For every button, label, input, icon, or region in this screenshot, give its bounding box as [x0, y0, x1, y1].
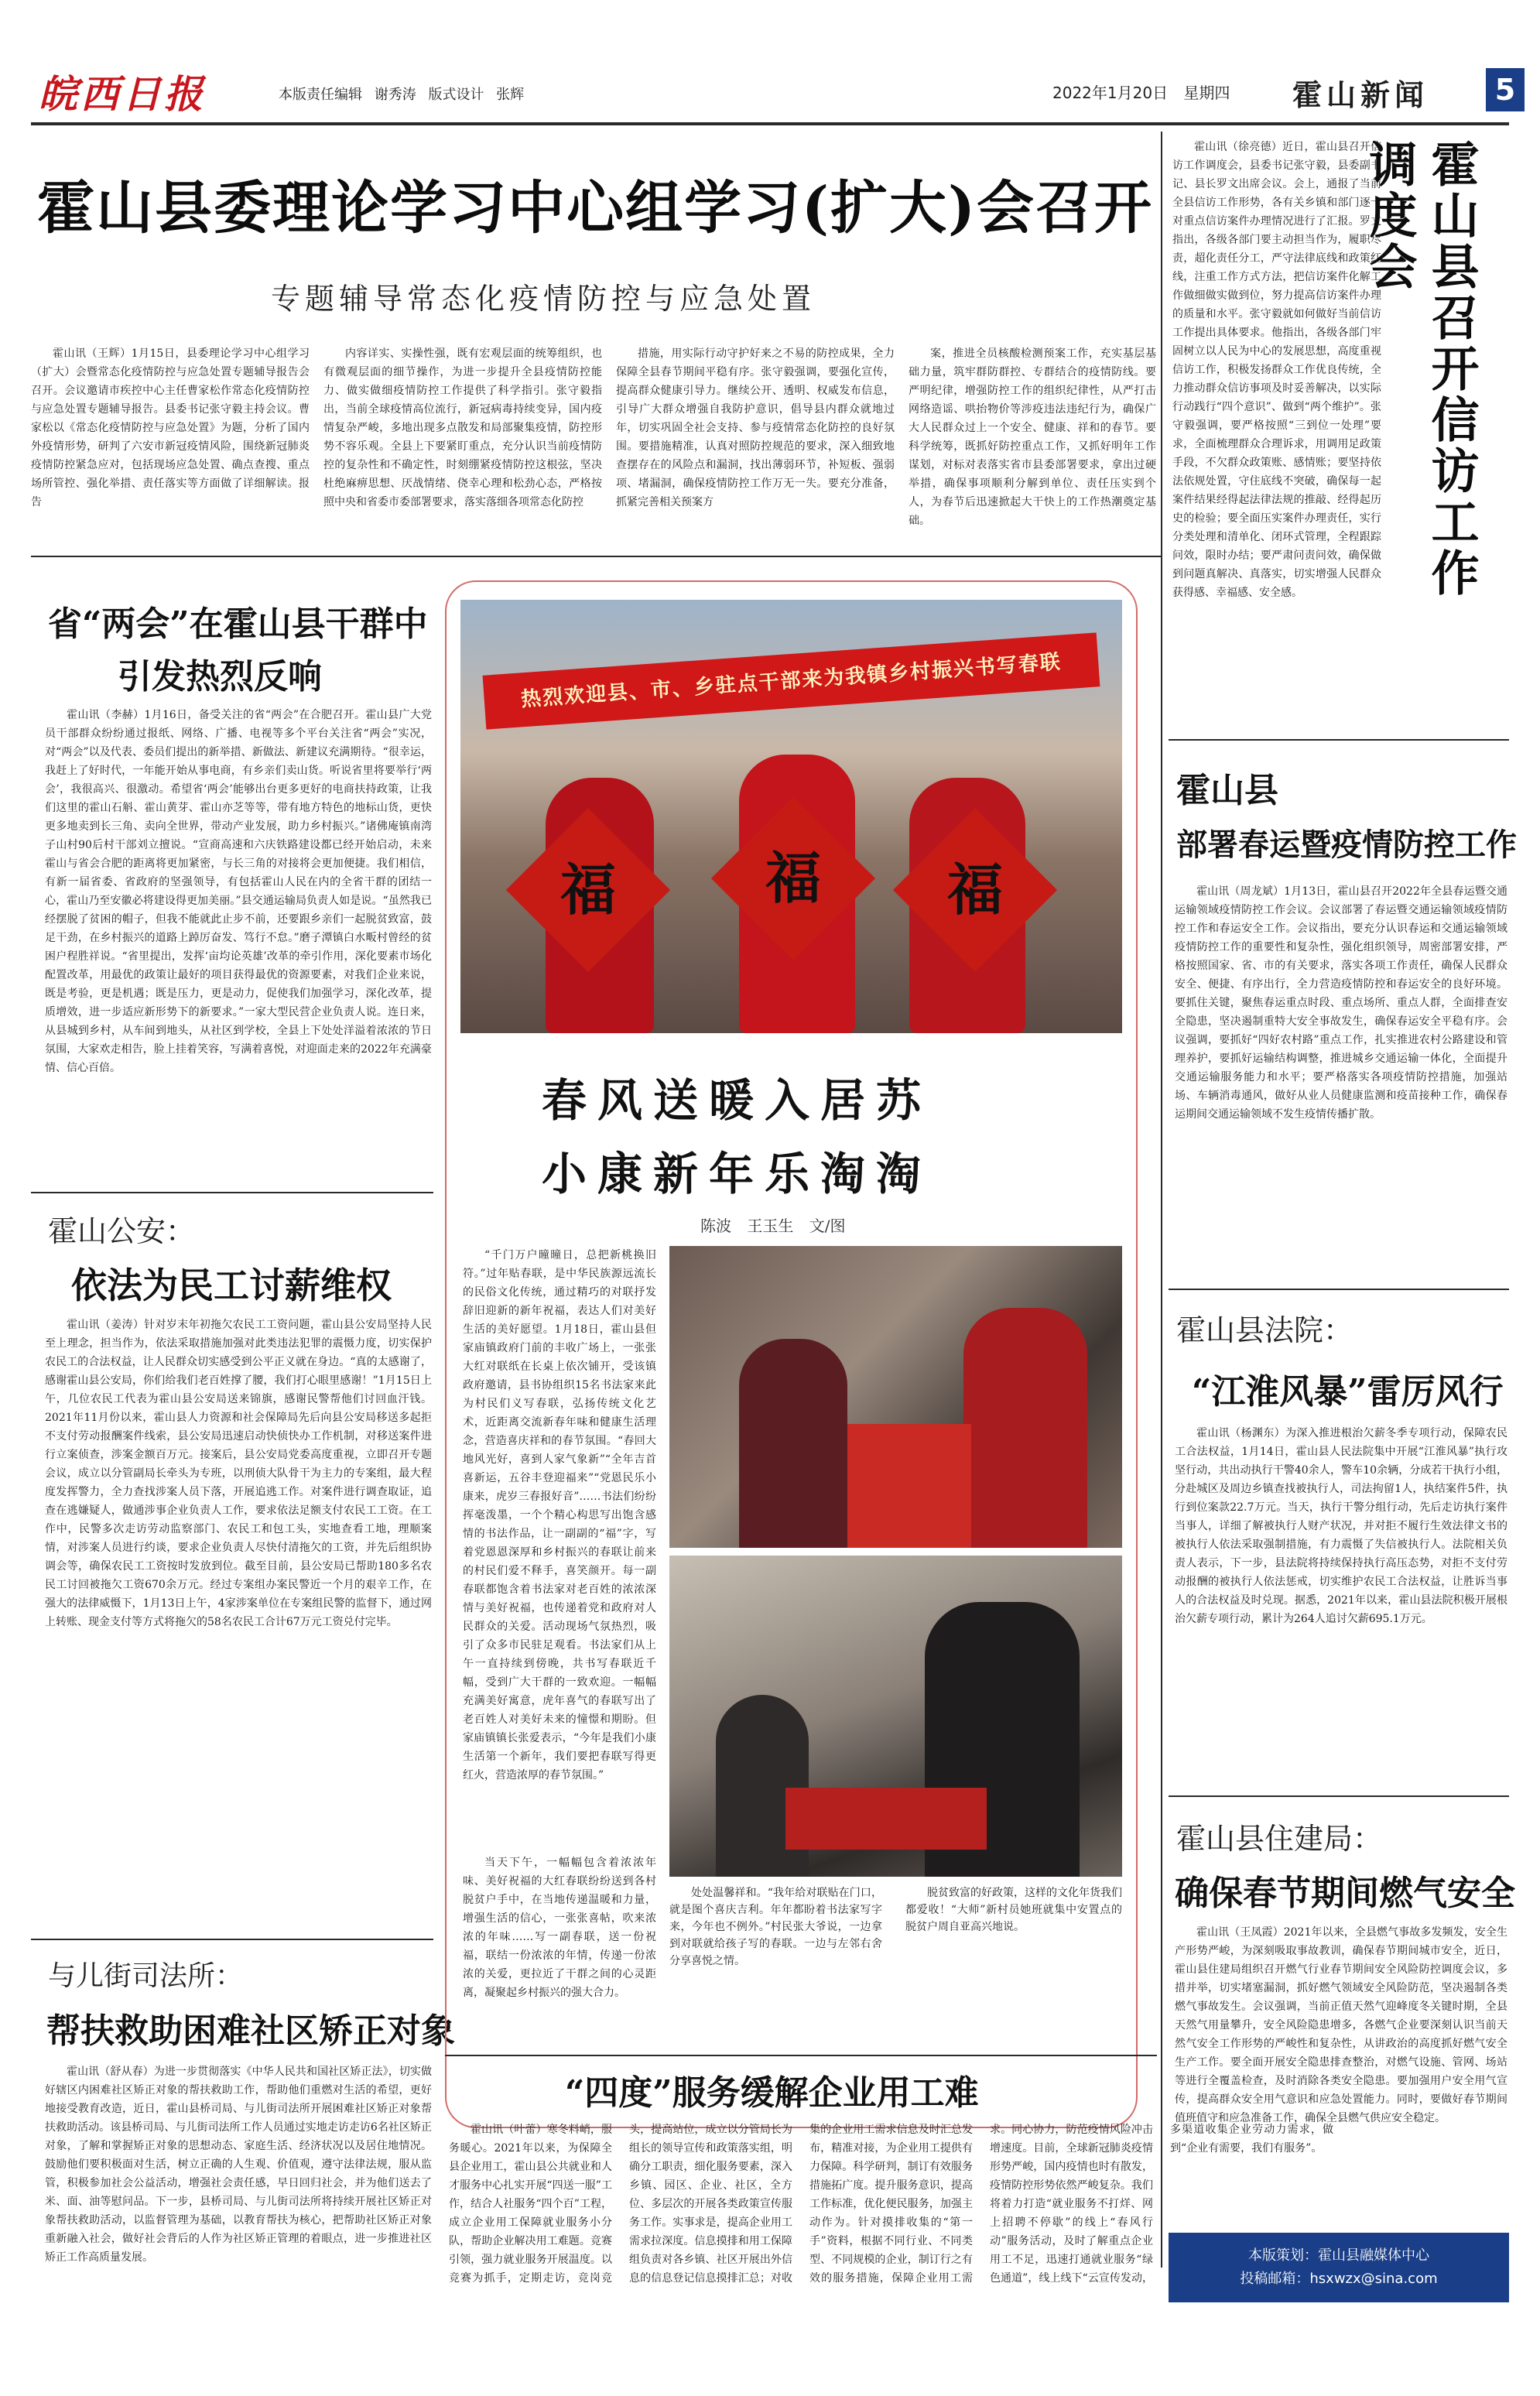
feature-caption-2: 脱贫致富的好政策，这样的文化年货我们都爱收！“大师”新村员她班就集中安置点的脱贫户周自亚高兴地说。: [905, 1887, 1122, 1933]
footer-email: 投稿邮箱：hsxwzx@sina.com: [1240, 2271, 1438, 2287]
footer-planner: 本版策划：霍山县融媒体中心: [1248, 2247, 1429, 2264]
masthead-rule: [31, 122, 1509, 125]
feature-headline-line2: 小康新年乐淘淘: [542, 1148, 933, 1200]
lead-article-col-1: 霍山讯（王辉）1月15日，县委理论学习中心组学习（扩大）会暨常态化疫情防控与应急处置专题辅导报告会召开。会议邀请市疾控中心主任曹家松作常态化疫情防控与应急处置专题辅导报告。县委书记张守毅主持会议。曹家松以《常态化疫情防控与应急处置》为题，分析了国内外疫情形势，研判了六安市新冠疫情风险，围绕新冠肺炎疫情防控紧急应对，包括现场应急处置、确点查搜、重点场所管控、强化举措、责任落实等方面做了详细解读。报告: [31, 347, 310, 508]
lead-article-col-4: 案，推进全员核酸检测预案工作，充实基层基础力量，筑牢群防群控、专群结合的疫情防线。要严明纪律，增强防控工作的组织纪律性，从严打击网络造谣、哄抬物价等涉疫违法违纪行为，确保广大人民群众过上一个安全、健康、祥和的春节。要科学统筹，既抓好防控重点工作，又抓好明年工作谋划，对标对表落实省市县委部署要求，拿出过硬举措，确保事项顺利分解到单位、责任压实到个人，为春节后迅速掀起大干快上的工作热潮奠定基础。: [909, 347, 1156, 527]
sidu-headline: “四度”服务缓解企业用工难: [565, 2073, 979, 2113]
zhujian-headline: 确保春节期间燃气安全: [1175, 1874, 1515, 1913]
masthead: [31, 54, 1516, 124]
lianghui-headline-line1: 省“两会”在霍山县干群中: [48, 604, 428, 644]
photo-person: [963, 1308, 1087, 1548]
xinfang-headline: 霍山县召开信访工作调度会: [1361, 139, 1480, 599]
feature-byline: 陈波 王玉生 文/图: [700, 1217, 846, 1235]
photo-couplet: [785, 1788, 987, 1850]
fayuan-article: 霍山讯（杨渊东）为深入推进根治欠薪冬季专项行动，保障农民工合法权益，1月14日，霍山县人民法院集中开展“江淮风暴”执行攻坚行动，共出动执行干警40余人，警车10余辆，分成若干执行小组，分赴城区及周边乡镇查找被执行人，司法拘留1人，执结案件5件，执行到位案款22.7万元。当天，执行干警分组行动，先后走访执行案件当事人，详细了解被执行人财产状况，并对拒不履行生效法律文书的被执行人依法采取强制措施，有力震慑了失信被执行人。法院相关负责人表示，下一步，县法院将持续保持执行高压态势，对拒不支付劳动报酬的被执行人依法惩戒，切实维护农民工合法权益，让胜诉当事人的合法权益及时兑现。据悉，2021年以来，霍山县法院积极开展根治欠薪专项行动，累计为264人追讨欠薪695.1万元。: [1175, 1427, 1507, 1625]
chunyun-headline-line2: 部署春运暨疫情防控工作: [1176, 827, 1517, 863]
lead-article-col-2: 内容详实、实操性强，既有宏观层面的统筹组织，也有微观层面的细节操作，为进一步提升全县疫情防控能力、做实做细疫情防控工作提供了科学指引。张守毅指出，当前全球疫情高位流行，新冠病毒持续变异，国内疫情复杂严峻，多地出现多点散发和局部聚集疫情，防控形势不容乐观。全县上下要紧盯重点，充分认识当前疫情防控的复杂性和不确定性，时刻绷紧疫情防控这根弦，坚决杜绝麻痹思想、厌战情绪、侥幸心理和松劲心态，严格按照中央和省委市委部署要求，落实落细各项常态化防控: [323, 347, 602, 508]
sifasuo-kicker: 与儿街司法所：: [48, 1960, 244, 1992]
lead-headline: 霍山县委理论学习中心组学习(扩大)会召开: [37, 175, 1154, 241]
fu-card: 福: [506, 808, 670, 972]
editor-credits: 本版责任编辑 谢秀涛 版式设计 张辉: [279, 87, 525, 103]
xinfang-article-a: 霍山讯（徐亮德）近日，霍山县召开信访工作调度会，县委书记张守毅，县委副书记、县长罗文出席会议。会上，通报了当前全县信访工作形势，各有关乡镇和部门逐一对重点信访案件办理情况进行了汇报。罗文指出，各级各部门要主动担当作为，履职尽责，超化责任分工，严守法律底线和政策红线，注重工作方式方法，把信访案件化解工作做细做实做到位，努力提高信访案件办理的质量和水平。张守毅就如何做好当前信访工作提出具体要求。他指出，各级各部门牢固树立以人民为中心的发展思想，高度重视信访工作，积极发扬群众工作优良传统，全力推动群众信访事项及时妥善解决，以实际行动践行“四个意识”、做到“两个维护”。张守毅强调，要严格按照“三到位一处理”要求，全面梳理群众合理诉求，用调用足政策手段，不欠群众政策账、感情账；要坚持依法依规处置，守住底线不突破，确保每一起案件结果经得起法律法规的推敲、经得起历史的检验；要全面压实案件办理责任，实行分类处理和清单化、闭环式管理，全程跟踪问效，限时办结；要严肃问责问效，确保做到问题真解决、真落实，切实增强人民群众获得感、幸福感、安全感。: [1172, 141, 1381, 599]
fu-card: 福: [711, 796, 875, 960]
sifasuo-article: 霍山讯（舒从春）为进一步贯彻落实《中华人民共和国社区矫正法》，切实做好辖区内困难社区矫正对象的帮扶救助工作，帮助他们重燃对生活的希望，更好地接受教育改造，近日，霍山县桥司局、与儿街司法所开展困难社区矫正对象帮扶救助活动。该县桥司局、与儿街司法所工作人员通过实地走访走访6名社区矫正对象，了解和掌握矫正对象的思想动态、家庭生活、经济状况以及居住地情况。鼓励他们要积极面对生活，树立正确的人生观、价值观，遵守法律法规，服从监管，积极参加社会公益活动，增强社会责任感，早日回归社会，并为他们送去了米、面、油等慰问品。下一步，县桥司局、与儿街司法所将持续开展社区矫正对象帮扶救助活动，以监督管理为基础，以教育帮扶为核心，把帮助社区矫正对象重新融入社会，做好社会背后的人作为社区矫正管理的着眼点，进一步推进社区矫正工作高质量发展。: [45, 2066, 432, 2264]
feature-body-a: “千门万户曈曈日，总把新桃换旧符。”过年贴春联，是中华民族源远流长的民俗文化传统，通过精巧的对联抒发辞旧迎新的新年祝福，表达人们对美好生活的美好愿望。1月18日，霍山县但家庙镇政府门前的丰收广场上，一张张大红对联纸在长桌上依次铺开，受该镇政府邀请，县书协组织15名书法家来此为村民们义写春联，弘扬传统文化艺术，近距离交流新春年味和健康生活理念，营造喜庆祥和的春节氛围。“春回大地风光好，喜到人家气象新”“全年吉首喜新运，五谷丰登迎福来”“党恩民乐小康来，虎岁三春报好音”……书法们纷纷挥毫泼墨，一个个精心构思写出饱含感情的书法作品，让一副副的“福”字，写着党恩恩深厚和乡村振兴的春联让前来的村民们爱不释手，喜笑颜开。每一副春联都饱含着书法家对老百姓的浓浓深情与美好祝福，也传递着党和政府对人民群众的关爱。活动现场气氛热烈，吸引了众多市民驻足观看。书法家们从上午一直持续到傍晚，共书写春联近千幅，受到广大干群的一致欢迎。一幅幅充满美好寓意，虎年喜气的春联写出了老百姓人对美好未来的憧憬和期盼。但家庙镇镇长张爱表示，“今年是我们小康生活第一个新年，我们要把春联写得更红火，营造浓厚的春节氛围。”: [463, 1249, 656, 1782]
section-title: 霍山新闻: [1292, 77, 1429, 112]
chunyun-bottom-rule: [1169, 1289, 1509, 1290]
feature-photo-writing: [669, 1556, 1122, 1877]
gongan-kicker: 霍山公安：: [48, 1214, 196, 1248]
feature-photo-volunteers: [460, 600, 1122, 1033]
fayuan-bottom-rule: [1169, 1795, 1509, 1797]
fu-card: 福: [893, 808, 1057, 972]
gongan-article: 霍山讯（姜涛）针对岁末年初拖欠农民工工资问题，霍山县公安局坚持人民至上理念，担当作为，依法采取措施加强对此类违法犯罪的震慑力度，切实保护农民工的合法权益，让人民群众切实感受到公平正义就在身边。“真的太感谢了，感谢霍山县公安局，你们给我们老百姓撑了腰，我们打心眼里感谢！”1月15日上午，几位农民工代表为霍山县公安局送来锦旗，感谢民警帮他们讨回血汗钱。2021年11月份以来，霍山县人力资源和社会保障局先后向县公安局移送多起拒不支付劳动报酬案件线索，县公安局迅速启动快侦快办工作机制，对移送案件进行立案侦查，涉案金额百万元。接案后，县公安局党委高度重视，立即召开专题会议，成立以分管副局长牵头为专班，以刑侦大队骨干为主力的专案组，最大程度发挥警力，全力查找涉案人员下落，开展追逃工作。对案件进行调查取证，追查在逃嫌疑人，做通涉事企业负责人工作，要求依法足额支付农民工工资。在工作中，民警多次走访劳动监察部门、农民工和包工头，实地查看工地，理顺案情，对涉案人员进行约谈，要求企业负责人尽快付清拖欠的工资，并先后组织协调会等，确保农民工工资按时发放到位。截至目前，县公安局已帮助180多名农民工讨回被拖欠工资670余万元。经过专案组办案民警近一个月的艰辛工作，在强大的法律威慑下，1月13日上午，4家涉案单位在专案组民警的监督下，通过网上转账、现金支付等方式将拖欠的58名农民工合计67万元工资兑付完毕。: [45, 1319, 432, 1628]
xinfang-bottom-rule: [1169, 739, 1509, 741]
photo-person: [739, 1339, 847, 1548]
lianghui-article: 霍山讯（李赫）1月16日，备受关注的省“两会”在合肥召开。霍山县广大党员干部群众纷纷通过报纸、网络、广播、电视等多个平台关注省“两会”实况，对“两会”以及代表、委员们提出的新举措、新做法、新建议充满期待。“很幸运，我赶上了好时代，一年能开始从事电商，有乡亲们卖山货。听说省里将要举行‘两会’，我很高兴、很激动。希望省‘两会’能够出台更多更好的电商扶持政策，让我们这里的霍山石斛、霍山黄芽、霍山亦芝等等，带有地方特色的地标山货，更快更多地卖到长三角、卖向全世界，带动产业发展，助力乡村振兴。”诸佛庵镇南湾子山村90后村干部刘立擅说。“宣商高速和六庆铁路建设都已经开始启动，未来霍山与省会合肥的距离将更加紧密，与长三角的对接将会更加便捷。我们相信，有新一届省委、省政府的坚强领导，有包括霍山人民在内的全省干群的团结一心，霍山乃至安徽必将建设得更加美丽。”县交通运输局负责人如是说。“虽然我已经摆脱了贫困的帽子，但我不能就此止步不前，还要跟乡亲们一起脱贫致富，鼓足干劲，在乡村振兴的道路上踔厉奋发、笃行不怠。”磨子潭镇白水畈村曾经的贫困户程胜祥说。“省里提出，发挥‘亩均论英雄’改革的牵引作用，深化要素市场化配置改革，用最优的政策让最好的项目获得最优的资源要素，对我们企业来说，既是考验，更是机遇；既是压力，更是动力，促使我们加强学习，深化改革，提质增效，进一步适应新形势下的新要求。”一家大型民营企业负责人说。连日来，从县城到乡村，从车间到地头，从社区到学校，全县上下处处洋溢着浓浓的节日氛围，大家欢走相告，脸上挂着笑容，写满着喜悦，对迎面走来的2022年充满豪情、信心百倍。: [45, 709, 432, 1074]
page-number-badge: 5: [1486, 68, 1525, 111]
issue-date: 2022年1月20日 星期四: [1052, 84, 1230, 102]
sifasuo-headline: 帮扶救助困难社区矫正对象: [46, 2011, 455, 2051]
lead-bottom-rule: [31, 556, 1161, 557]
feature-photo-calligrapher: [669, 1246, 1122, 1548]
lianghui-headline-line2: 引发热烈反响: [118, 657, 322, 697]
zhujian-kicker: 霍山县住建局：: [1176, 1822, 1383, 1856]
photo-banner: 热烈欢迎县、市、乡驻点干部来为我镇乡村振兴书写春联: [483, 632, 1100, 729]
feature-body-b: 当天下午，一幅幅包含着浓浓年味、美好祝福的大红春联纷纷送到各村脱贫户手中，在当地传递温暖和力量，增强生活的信心，一张张喜帖，吹来浓浓的年味……写一副春联，送一份祝福，联结一份浓浓的年情，传递一份浓浓的关爱，更拉近了干群之间的心灵距离，凝聚起乡村振兴的强大合力。: [463, 1857, 656, 1999]
sidu-article: 霍山讯（叶蕾）寒冬料峭，服务暖心。2021年以来，为保障全县企业用工，霍山县公共就业和人才服务中心扎实开展“四送一服”工作，结合人社服务“四个百”工程，成立企业用工保障就业服务小分队，帮助企业解决用工难题。竞赛引领，强力就业服务开展温度。以竞赛为抓手，定期走访，竞岗竞头，提高站位，成立以分管局长为组长的领导宣传和政策落实组，明确分工职责，细化服务要素，深入乡镇、园区、企业、社区，全方位、多层次的开展各类政策宣传服务工作。实事求是，提高企业用工需求拉深度。信息摸排和用工保障组负责对各乡镇、社区开展出外信息的信息登记信息摸排汇总；对收集的企业用工需求信息及时汇总发布，精准对接，为企业用工提供有力保障。科学研判，制订有效服务措施拓广度。提升服务意识，提高工作标准，优化便民服务，加强主动作为。针对摸排收集的“第一手”资料，根据不同行业、不同类型、不同规模的企业，制订行之有效的服务措施，保障企业用工需求。同心协力，防范疫情风险冲击增速度。目前，全球新冠肺炎疫情形势严峻，国内疫情也时有散发，疫情防控形势依然严峻复杂。我们将着力打造“就业服务不打烊、网上招聘不停歇”的线上“春风行动”服务活动，及时了解重点企业用工不足，迅速打通就业服务“绿色通道”，线上线下“云宣传发动，多渠道收集企业劳动力需求，做到“企业有需要，我们有服务”。: [449, 2124, 1333, 2285]
feature-caption-1: 处处温馨祥和。“我年给对联贴在门口，就是图个喜庆吉利。年年都盼着书法家写字来，今年也不例外。”村民张大爷说，一边拿到对联就给孩子写的春联。一边与左邻右舍分享喜悦之情。: [669, 1887, 882, 1967]
submission-info-box: [1169, 2233, 1509, 2302]
lead-subhead: 专题辅导常态化疫情防控与应急处置: [271, 282, 816, 316]
fayuan-kicker: 霍山县法院：: [1176, 1313, 1353, 1347]
feature-headline-line1: 春风送暖入居苏: [542, 1074, 933, 1127]
gongan-bottom-rule: [31, 1939, 433, 1940]
photo-couplet: [847, 1424, 971, 1548]
lianghui-bottom-rule: [31, 1192, 433, 1193]
lead-article-col-3: 措施，用实际行动守护好来之不易的防控成果，全力保障全县春节期间平稳有序。张守毅强调，要强化宣传，提高群众健康引导力。继续公开、透明、权威发布信息，引导广大群众增强自我防护意识，倡导县内群众就地过年，切实巩固全社会支持、参与疫情常态化防控的良好氛围。要措施精准，认真对照防控规范的要求，深入细致地查摆存在的风险点和漏洞，找出薄弱环节，补短板、强弱项、堵漏洞，确保疫情防控工作万无一失。要充分准备，抓紧完善相关预案方: [616, 347, 895, 508]
zhujian-article: 霍山讯（王凤霞）2021年以来，全县燃气事故多发频发，安全生产形势严峻，为深刻吸取事故教训，确保春节期间城市安全，近日，霍山县住建局组织召开燃气行业春节期间安全风险防控调度会议，多措并举，切实堵塞漏洞，抓好燃气领域安全风险防范，坚决遏制各类燃气事故发生。会议强调，当前正值天然气迎峰度冬关键时期，全县天然气用量攀升，安全风险隐患增多，各燃气企业要深刻认识当前天然气安全工作形势的严峻性和复杂性，从讲政治的高度抓好燃气安全生产工作。要全面开展安全隐患排查整治，对燃气设施、管网、场站等进行全覆盖检查，及时消除各类安全隐患。要加强用户安全用气宣传，提高群众安全用气意识和应急处置能力。同时，要做好春节期间值班值守和应急准备工作，确保全县燃气供应安全稳定。: [1175, 1926, 1507, 2124]
chunyun-headline-line1: 霍山县: [1176, 771, 1278, 810]
sidu-top-rule: [445, 2055, 1157, 2056]
gongan-headline: 依法为民工讨薪维权: [71, 1265, 392, 1306]
right-column-rule: [1161, 132, 1162, 2268]
chunyun-article: 霍山讯（周龙斌）1月13日，霍山县召开2022年全县春运暨交通运输领域疫情防控工作会议。会议部署了春运暨交通运输领域疫情防控工作和春运安全工作。会议指出，要充分认识春运和交通运输领域疫情防控工作的重要性和复杂性，强化组织领导，周密部署安排，严格按照国家、省、市的有关要求，落实各项工作责任，确保人民群众安全、便捷、有序出行，全力营造疫情防控和春运安全的良好环境。要抓住关键，聚焦春运重点时段、重点场所、重点人群，全面排查安全隐患，坚决遏制重特大安全事故发生，确保春运安全平稳有序。会议强调，要抓好“四好农村路”重点工作，扎实推进农村公路建设和管理养护，要抓好运输结构调整，推进城乡交通运输一体化，全面提升交通运输服务能力和水平；要严格落实各项疫情防控措施，加强站场、车辆消毒通风，做好从业人员健康监测和疫苗接种工作，确保春运期间交通运输领域不发生疫情传播扩散。: [1175, 885, 1507, 1121]
newspaper-logo: 皖西日报: [39, 71, 206, 117]
fayuan-headline: “江淮风暴”雷厉风行: [1192, 1372, 1504, 1412]
